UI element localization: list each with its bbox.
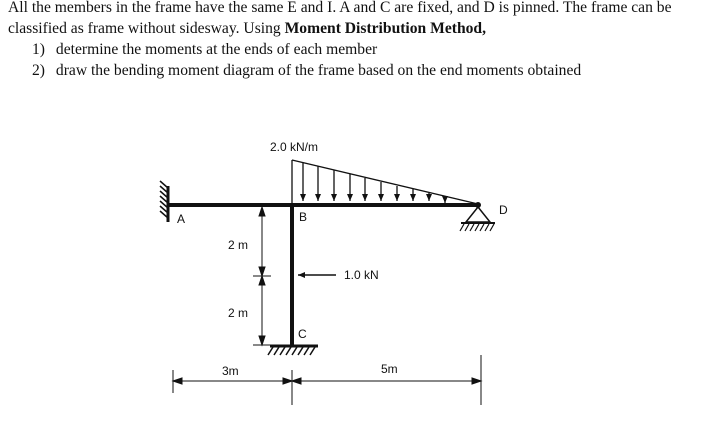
distributed-load-label: 2.0 kN/m bbox=[270, 140, 319, 154]
task-number: 1) bbox=[32, 41, 45, 58]
distributed-load bbox=[292, 160, 478, 204]
span-label-ab: 3m bbox=[222, 364, 239, 378]
method-name: Moment Distribution Method, bbox=[284, 20, 487, 37]
point-load-label: 1.0 kN bbox=[344, 268, 379, 282]
task-text: determine the moments at the ends of each member bbox=[55, 41, 378, 58]
task-number: 2) bbox=[32, 62, 45, 79]
task-text: draw the bending moment diagram of the frame based on the end moments obtained bbox=[55, 62, 582, 79]
horizontal-dimension bbox=[173, 355, 481, 405]
node-label-c: C bbox=[298, 327, 307, 341]
vertical-dimension bbox=[253, 207, 271, 345]
fixed-support-c bbox=[268, 346, 318, 355]
node-label-d: D bbox=[499, 203, 508, 217]
fixed-support-a bbox=[160, 181, 168, 222]
height-label-lower: 2 m bbox=[228, 306, 249, 320]
height-label-upper: 2 m bbox=[228, 238, 249, 252]
span-label-bd: 5m bbox=[381, 362, 398, 376]
node-label-a: A bbox=[177, 212, 186, 226]
intro-text: All the members in the frame have the same E and I. A and C are fixed, and D is pinned. The frame can be classified as frame without sidesway. Using bbox=[8, 0, 672, 37]
node-label-b: B bbox=[299, 210, 308, 224]
